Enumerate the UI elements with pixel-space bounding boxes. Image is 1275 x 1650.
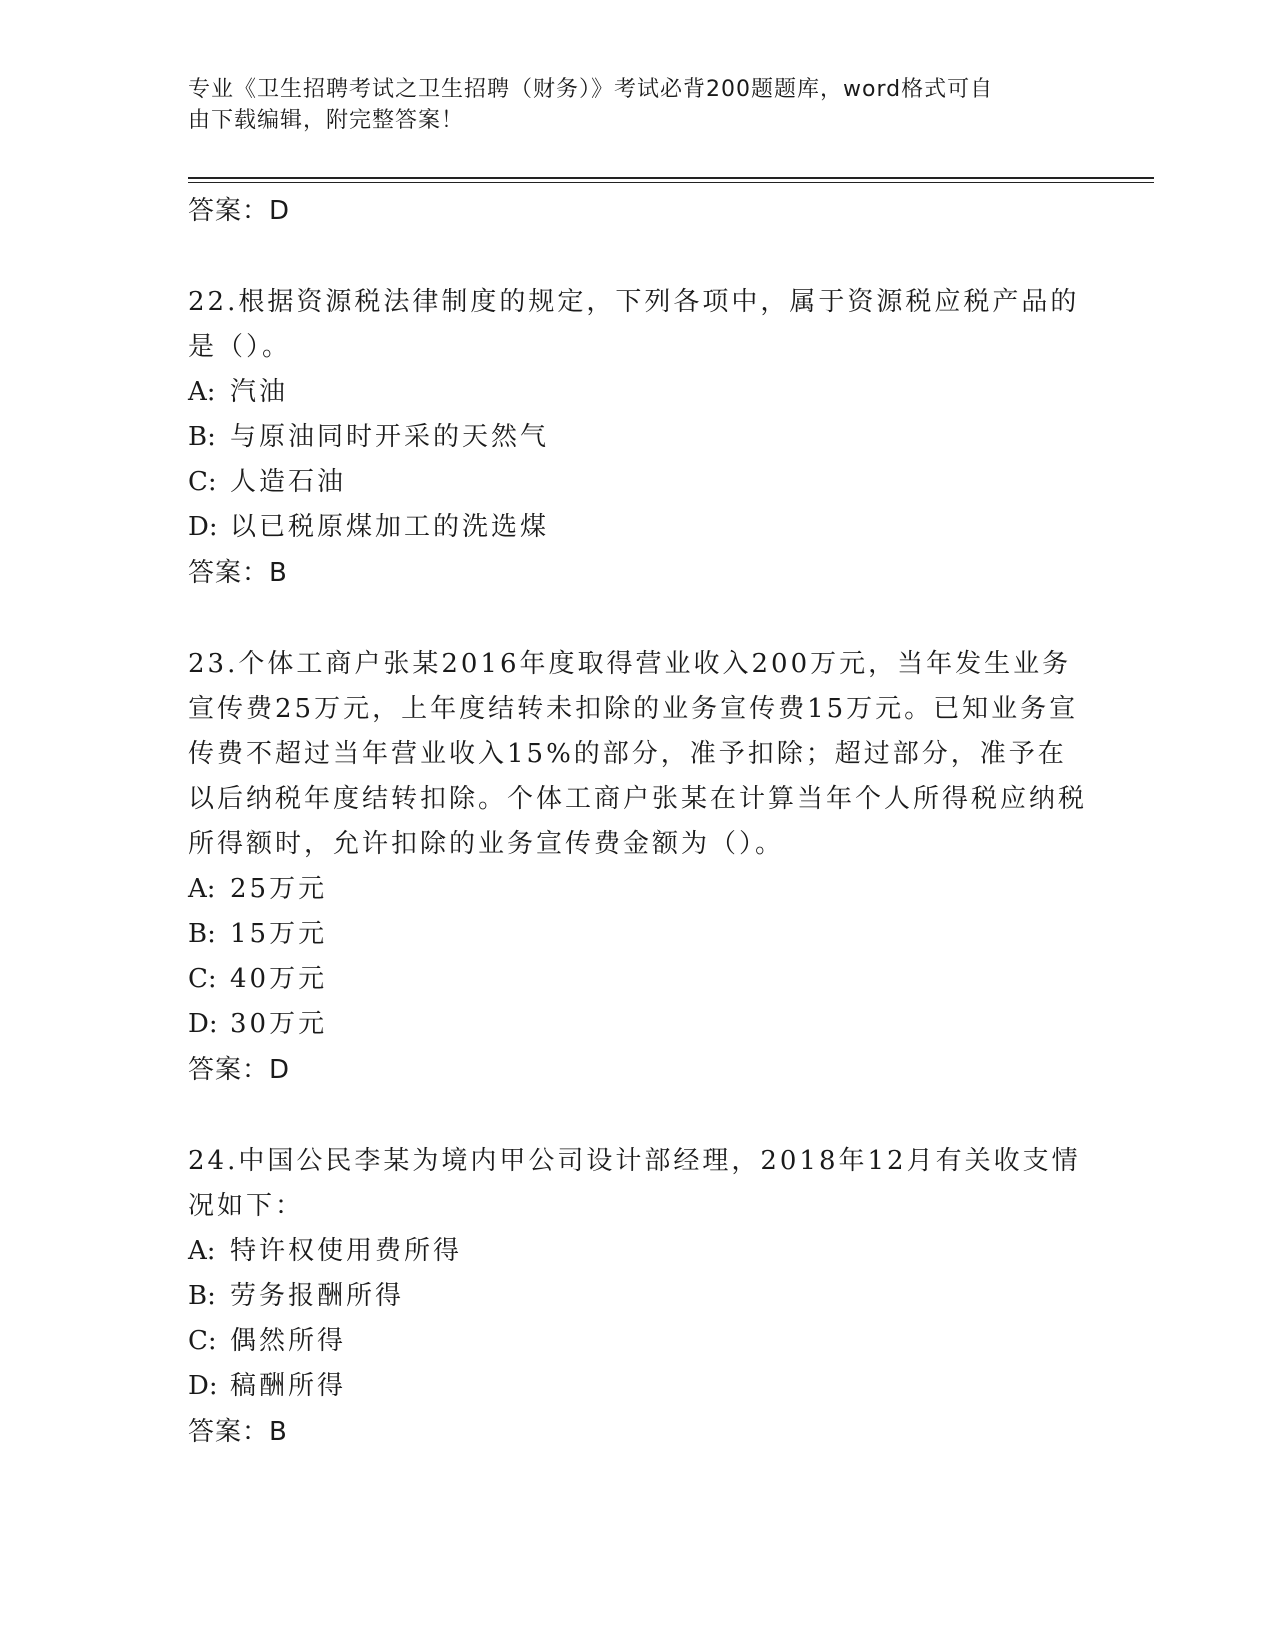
option-d xyxy=(188,1364,1088,1409)
option-text: 汽油 xyxy=(230,377,289,407)
question-answer: 答案：D xyxy=(188,1055,291,1085)
option-letter: D: xyxy=(188,1371,218,1401)
header-line-1: 专业《卫生招聘考试之卫生招聘（财务）》考试必背200题题库，word格式可自 xyxy=(188,77,994,102)
option-text: 劳务报酬所得 xyxy=(230,1281,405,1311)
question-answer: 答案：B xyxy=(188,558,288,588)
option-a xyxy=(188,370,1088,415)
question-23 xyxy=(188,642,1088,1093)
option-letter: D: xyxy=(188,512,218,542)
header-divider-thin xyxy=(188,182,1154,183)
option-b xyxy=(188,1274,1088,1319)
question-22 xyxy=(188,280,1088,596)
question-stem: 23.个体工商户张某2016年度取得营业收入200万元，当年发生业务宣传费25万元，上年度结转未扣除的业务宣传费15万元。已知业务宣传费不超过当年营业收入15%的部分，准予扣除；超过部分，准予在以后纳税年度结转扣除。个体工商户张某在计算当年个人所得税应纳税所得额时，允许扣除的业务宣传费金额为（）。 xyxy=(188,649,1088,859)
option-letter: A: xyxy=(188,874,216,904)
option-text: 特许权使用费所得 xyxy=(230,1236,463,1266)
question-answer: 答案：B xyxy=(188,1417,288,1447)
option-text: 15万元 xyxy=(230,919,328,949)
document-header xyxy=(188,74,1068,136)
option-letter: A: xyxy=(188,377,216,407)
option-text: 稿酬所得 xyxy=(230,1371,347,1401)
question-24 xyxy=(188,1139,1088,1455)
option-c xyxy=(188,957,1088,1002)
option-b xyxy=(188,415,1088,460)
option-letter: B: xyxy=(188,422,216,452)
header-divider-thick xyxy=(188,177,1154,179)
option-text: 30万元 xyxy=(230,1009,328,1039)
option-text: 以已税原煤加工的洗选煤 xyxy=(230,512,550,542)
option-c xyxy=(188,460,1088,505)
option-text: 25万元 xyxy=(230,874,328,904)
header-line-2: 由下载编辑，附完整答案！ xyxy=(188,108,465,133)
option-letter: C: xyxy=(188,467,217,497)
option-letter: D: xyxy=(188,1009,218,1039)
top-answer: 答案：D xyxy=(188,196,291,226)
option-letter: B: xyxy=(188,919,216,949)
option-text: 与原油同时开采的天然气 xyxy=(230,422,550,452)
option-letter: B: xyxy=(188,1281,216,1311)
question-stem: 22.根据资源税法律制度的规定，下列各项中，属于资源税应税产品的是（）。 xyxy=(188,287,1080,362)
option-c xyxy=(188,1319,1088,1364)
option-a xyxy=(188,867,1088,912)
option-text: 40万元 xyxy=(230,964,328,994)
option-text: 偶然所得 xyxy=(230,1326,347,1356)
option-d xyxy=(188,505,1088,550)
option-letter: C: xyxy=(188,1326,217,1356)
option-letter: A: xyxy=(188,1236,216,1266)
question-stem: 24.中国公民李某为境内甲公司设计部经理，2018年12月有关收支情况如下： xyxy=(188,1146,1081,1221)
option-b xyxy=(188,912,1088,957)
option-letter: C: xyxy=(188,964,217,994)
option-d xyxy=(188,1002,1088,1047)
document-body xyxy=(188,188,1088,1455)
option-text: 人造石油 xyxy=(230,467,347,497)
option-a xyxy=(188,1229,1088,1274)
